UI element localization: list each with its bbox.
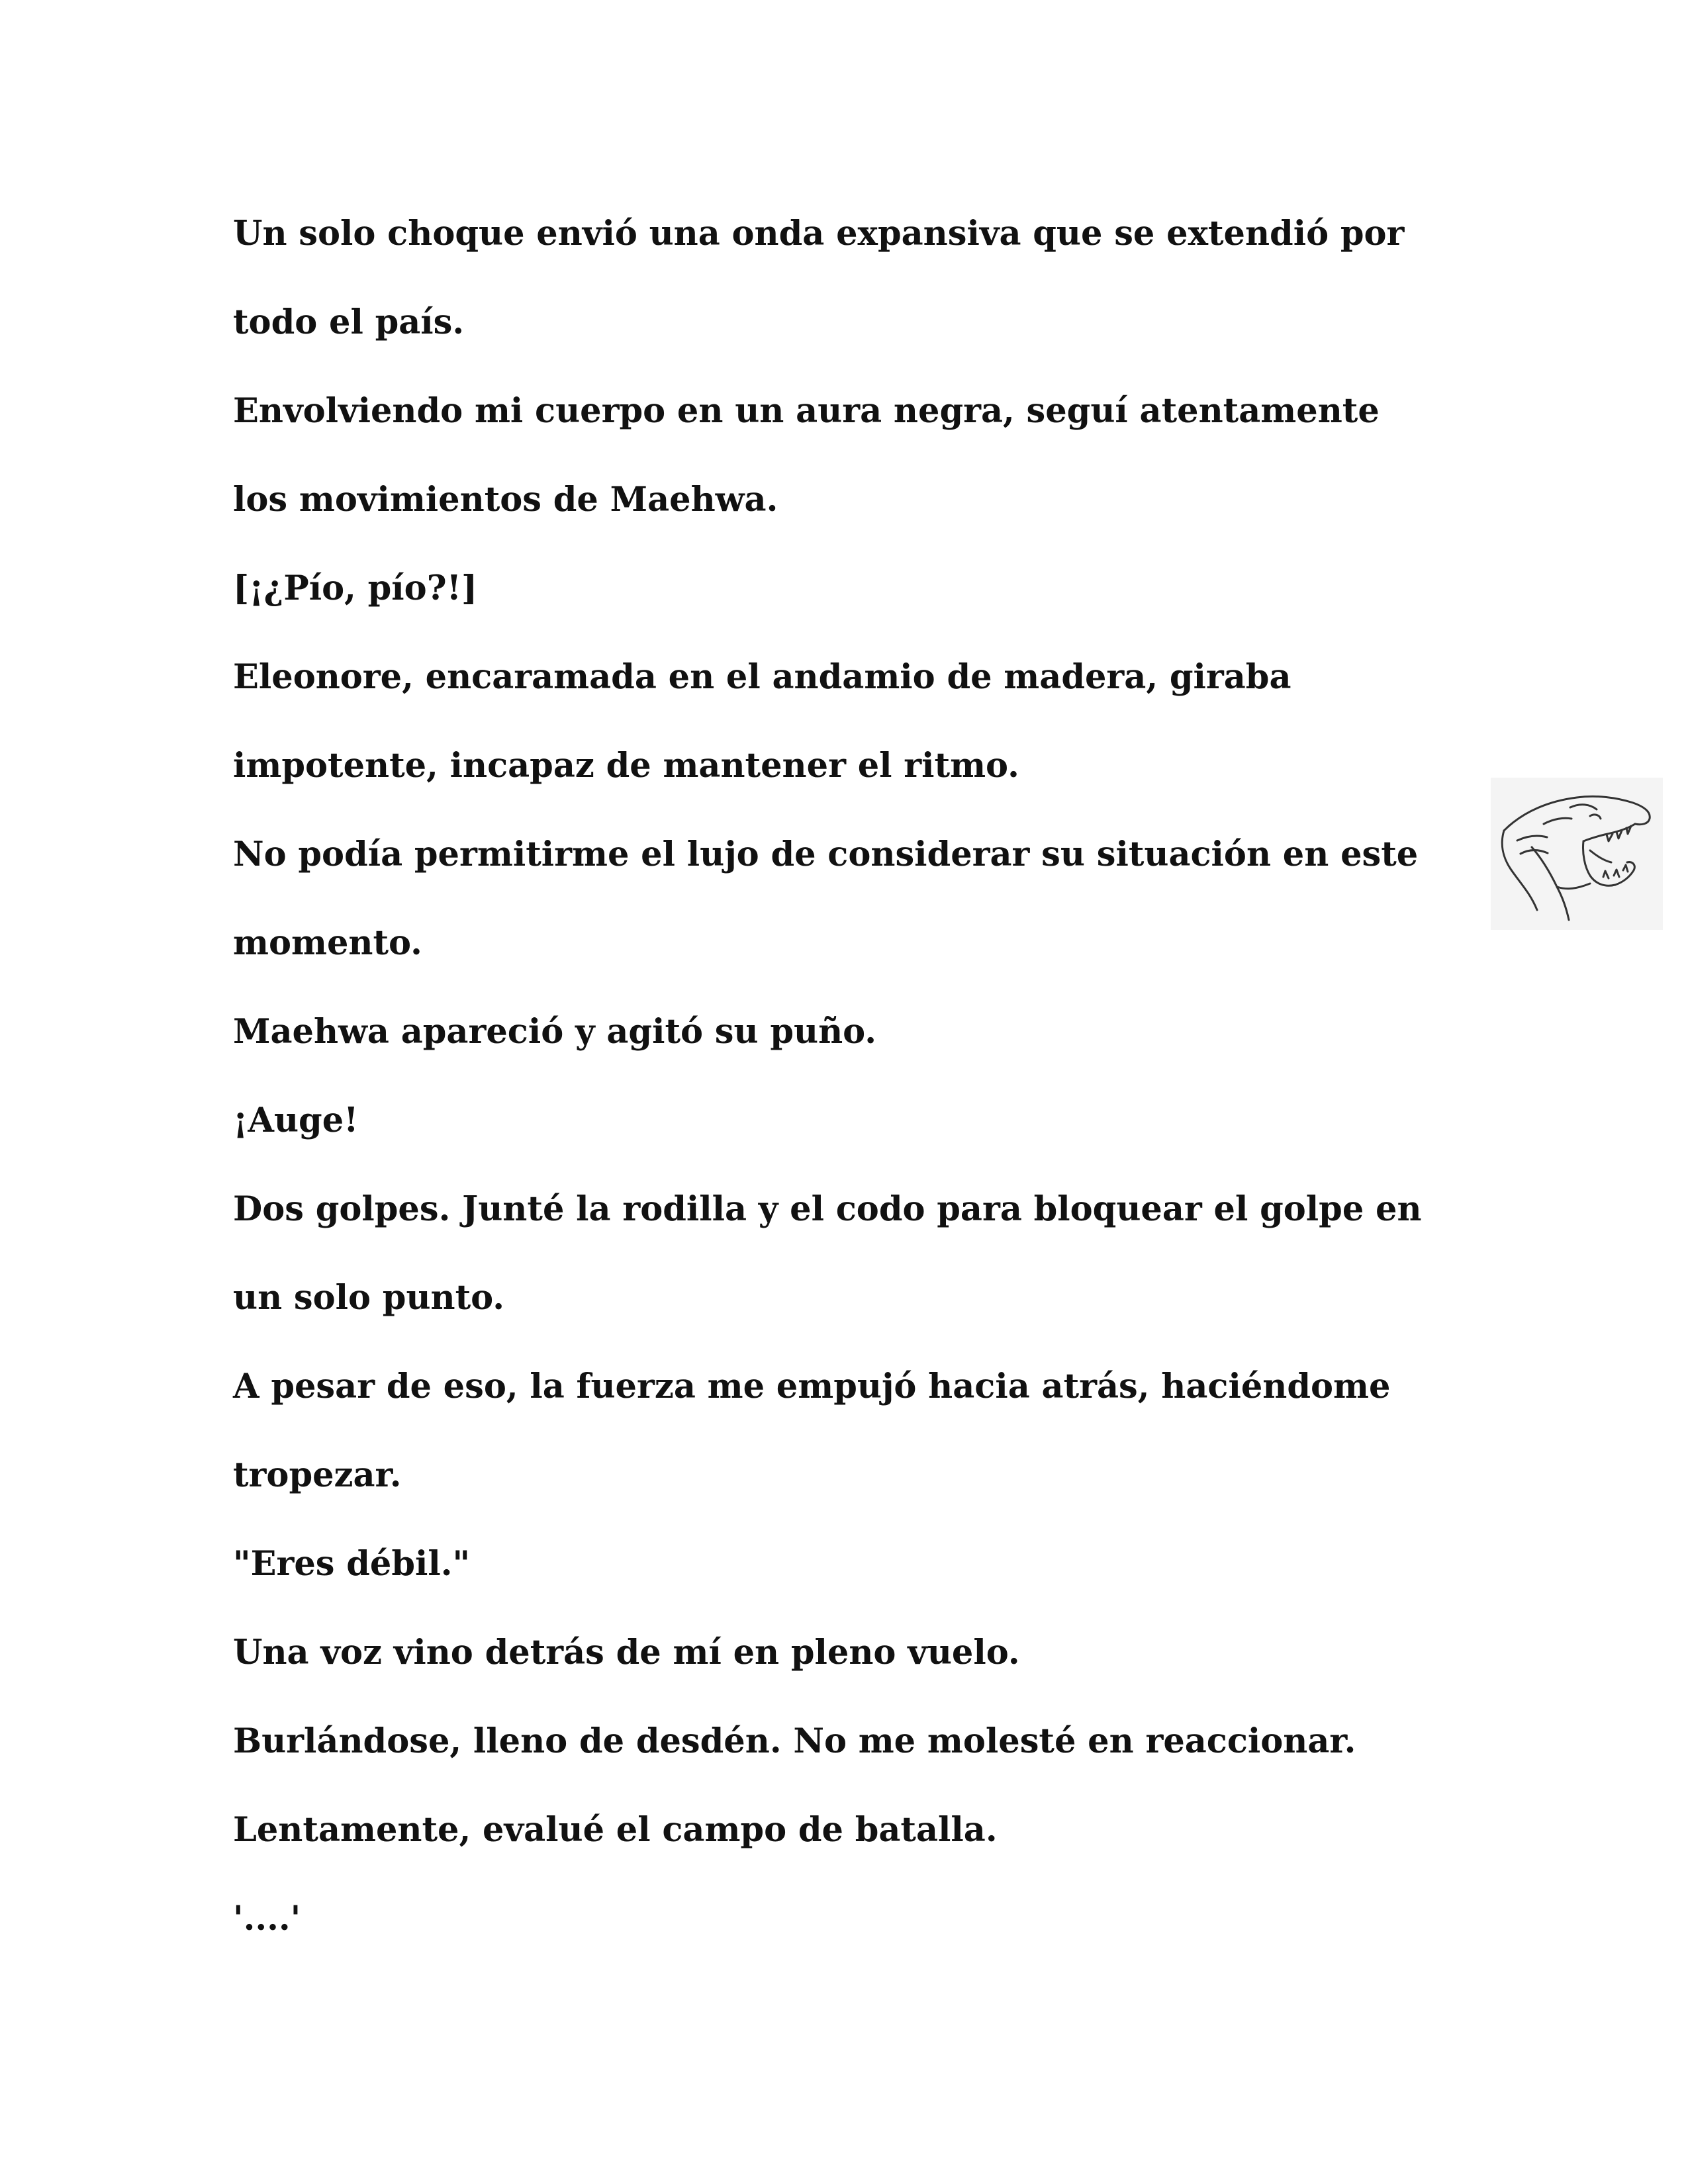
body-text — [233, 189, 1524, 1963]
text-line: un solo punto. — [233, 1278, 505, 1318]
text-line: "Eres débil." — [233, 1544, 471, 1584]
text-line: momento. — [233, 923, 422, 963]
text-line: '....' — [233, 1899, 301, 1938]
text-line: Envolviendo mi cuerpo en un aura negra, seguí atentamente — [233, 391, 1380, 431]
text-line: tropezar. — [233, 1455, 402, 1495]
text-line: Un solo choque envió una onda expansiva que se extendió por — [233, 214, 1405, 253]
text-line: Una voz vino detrás de mí en pleno vuelo. — [233, 1633, 1020, 1672]
text-line: impotente, incapaz de mantener el ritmo. — [233, 746, 1019, 786]
text-line: Burlándose, lleno de desdén. No me molesté en reaccionar. — [233, 1721, 1356, 1761]
dinosaur-head-sketch-icon — [1491, 778, 1663, 930]
text-line: ¡Auge! — [233, 1101, 359, 1140]
text-line: Lentamente, evalué el campo de batalla. — [233, 1810, 998, 1850]
text-line: Dos golpes. Junté la rodilla y el codo para bloquear el golpe en — [233, 1189, 1422, 1229]
text-line: [¡¿Pío, pío?!] — [233, 569, 478, 608]
text-line: Maehwa apareció y agitó su puño. — [233, 1012, 877, 1052]
text-line: No podía permitirme el lujo de considerar su situación en este — [233, 835, 1419, 874]
text-line: Eleonore, encaramada en el andamio de madera, giraba — [233, 657, 1291, 697]
text-line: A pesar de eso, la fuerza me empujó hacia atrás, haciéndome — [233, 1367, 1391, 1406]
text-line: todo el país. — [233, 302, 465, 342]
text-line: los movimientos de Maehwa. — [233, 480, 778, 520]
